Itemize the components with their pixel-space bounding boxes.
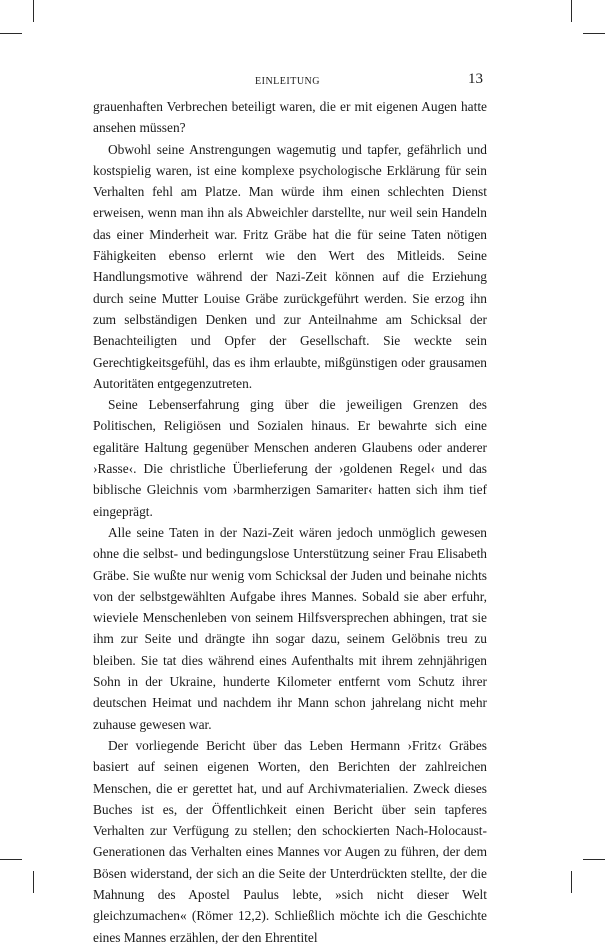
crop-mark-top-left-horizontal	[0, 33, 22, 34]
paragraph: Der vorliegende Bericht über das Leben Hermann ›Fritz‹ Gräbes basiert auf seinen eigenen Worten, den Berichten der zahlreichen Menschen, die er gerettet hat, und auf Archivmaterialien. Zweck dieses Buches ist es, der Öffentlichkeit einen Bericht über sein tapferes Verhalten zur Verfügung zu stellen; den schockierten Nach-Holocaust-Generationen das Verhalten eines Mannes vor Augen zu führen, der dem Bösen widerstand, der sich an die Seite der Unterdrückten stellte, der die Mahnung des Apostel Paulus lebte, »sich nicht dieser Welt gleichzumachen« (Römer 12,2). Schließlich möchte ich die Geschichte eines Mannes erzählen, der den Ehrentitel	[93, 737, 487, 945]
paragraph: grauenhaften Verbrechen beteiligt waren, die er mit eigenen Augen hatte ansehen müssen?	[93, 99, 487, 136]
crop-mark-bottom-left-horizontal	[0, 859, 22, 860]
crop-mark-bottom-left-vertical	[33, 871, 34, 893]
paragraph: Obwohl seine Anstrengungen wagemutig und tapfer, gefährlich und kostspielig waren, ist eine komplexe psychologische Erklärung für sein Verhalten fehl am Platze. Man würde ihm einen schlechten Dienst erweisen, wenn man ihn als Abweichler darstellte, nur weil sein Handeln das einer Minderheit war. Fritz Gräbe hat die für seine Taten nötigen Fähigkeiten ebenso erlernt wie den Wert des Mitleids. Seine Handlungsmotive während der Nazi-Zeit können auf die Erziehung durch seine Mutter Louise Gräbe zurückgeführt werden. Sie erzog ihn zum selbständigen Denken und zur Anteilnahme am Schicksal der Benachteiligten und Opfer der Gesellschaft. Sie weckte sein Gerechtigkeitsgefühl, das es ihm erlaubte, mißgünstigen oder grausamen Autoritäten entgegenzutreten.	[93, 141, 487, 391]
crop-mark-bottom-right-vertical	[571, 871, 572, 893]
paragraph: Alle seine Taten in der Nazi-Zeit wären jedoch unmöglich gewesen ohne die selbst- und bedingungslose Unterstützung seiner Frau Elisabeth Gräbe. Sie wußte nur wenig vom Schicksal der Juden und beinahe nichts von der selbstgewählten Aufgabe ihres Mannes. Sobald sie aber erfuhr, wieviele Menschenleben von seinem Hilfsversprechen abhingen, trat sie ihm zur Seite und drängte ihn sogar dazu, seinem Gelöbnis treu zu bleiben. Sie tat dies während eines Aufenthalts mit ihrem zehnjährigen Sohn in der Ukraine, hunderte Kilometer entfernt vom Schutz ihrer deutschen Heimat und nachdem ihr Mann schon jahrelang nicht mehr zuhause gewesen war.	[93, 524, 487, 732]
body-text	[93, 96, 487, 948]
paragraph: Seine Lebenserfahrung ging über die jeweiligen Grenzen des Politischen, Religiösen und Sozialen hinaus. Er bewahrte sich eine egalitäre Haltung gegenüber Menschen anderen Glaubens oder anderer ›Rasse‹. Die christliche Überlieferung der ›goldenen Regel‹ und das biblische Gleichnis vom ›barmherzigen Samariter‹ hatten sich ihm tief eingeprägt.	[93, 397, 487, 519]
crop-mark-top-right-horizontal	[583, 33, 605, 34]
crop-mark-bottom-right-horizontal	[583, 859, 605, 860]
crop-mark-top-left-vertical	[33, 0, 34, 22]
page-number: 13	[468, 71, 483, 87]
crop-mark-top-right-vertical	[571, 0, 572, 22]
running-header-title: EINLEITUNG	[255, 76, 320, 87]
